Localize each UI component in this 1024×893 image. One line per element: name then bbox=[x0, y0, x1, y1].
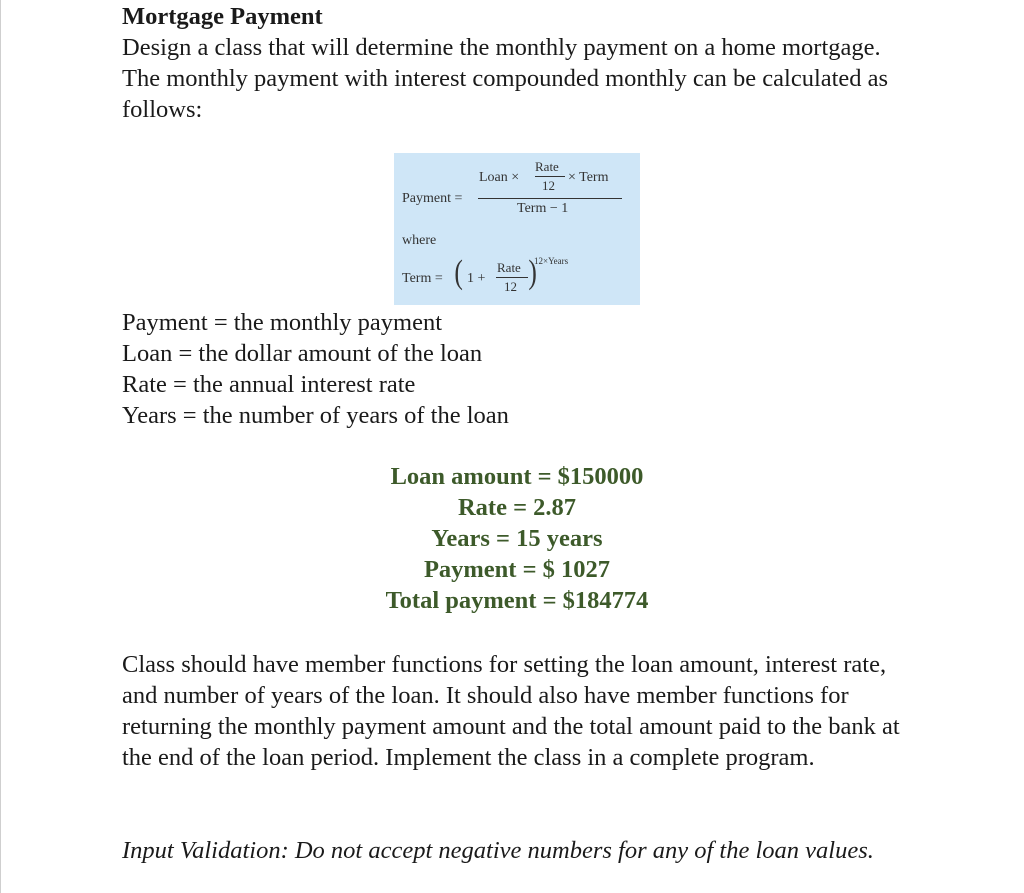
input-validation-paragraph: Input Validation: Do not accept negative numbers for any of the loan values. bbox=[122, 837, 874, 864]
formula-term-minus-one: Term − 1 bbox=[517, 201, 569, 216]
definitions-list bbox=[122, 307, 509, 431]
formula-rate-numerator: Rate bbox=[535, 159, 559, 174]
example-payment: Payment = $ 1027 bbox=[423, 556, 611, 583]
formula-payment-label: Payment = bbox=[402, 191, 463, 206]
intro-paragraph: Design a class that will determine the monthly payment on a home mortgage. The monthly payment with interest compounded monthly can be calculated as follows: bbox=[122, 34, 889, 123]
formula-rate-denominator-2: 12 bbox=[504, 279, 517, 294]
definition-payment: Payment = the monthly payment bbox=[122, 309, 443, 336]
formula-rate-fraction-bar-2 bbox=[496, 277, 528, 278]
formula-box bbox=[394, 153, 640, 305]
page-title: Mortgage Payment bbox=[122, 3, 323, 30]
page-left-border bbox=[0, 0, 1, 893]
formula-rate-fraction-bar bbox=[535, 176, 565, 177]
formula-one-plus: 1 + bbox=[467, 271, 486, 286]
example-loan-amount: Loan amount = $150000 bbox=[390, 463, 644, 490]
formula-rate-denominator: 12 bbox=[542, 178, 555, 193]
example-total-payment: Total payment = $184774 bbox=[385, 587, 649, 614]
formula-main-fraction-bar bbox=[478, 198, 622, 199]
definition-years: Years = the number of years of the loan bbox=[122, 402, 509, 429]
formula-loan-times: Loan × bbox=[479, 170, 520, 185]
formula-times-term: × Term bbox=[568, 170, 609, 185]
formula-where: where bbox=[402, 233, 437, 248]
example-years: Years = 15 years bbox=[431, 525, 603, 552]
definition-rate: Rate = the annual interest rate bbox=[122, 371, 416, 398]
formula-paren-close: ) bbox=[528, 254, 537, 291]
formula-rate-numerator-2: Rate bbox=[497, 260, 521, 275]
formula-paren-open: ( bbox=[454, 254, 463, 291]
formula-exponent: 12×Years bbox=[534, 256, 569, 266]
example-rate: Rate = 2.87 bbox=[457, 494, 577, 521]
example-values bbox=[360, 461, 674, 616]
requirements-paragraph: Class should have member functions for setting the loan amount, interest rate, and number of years of the loan. It should also have member functions for returning the monthly payment amount and the total amount paid to the bank at the end of the loan period. Implement the class in a complete program. bbox=[122, 651, 900, 771]
formula-term-label: Term = bbox=[402, 271, 443, 286]
definition-loan: Loan = the dollar amount of the loan bbox=[122, 340, 483, 367]
